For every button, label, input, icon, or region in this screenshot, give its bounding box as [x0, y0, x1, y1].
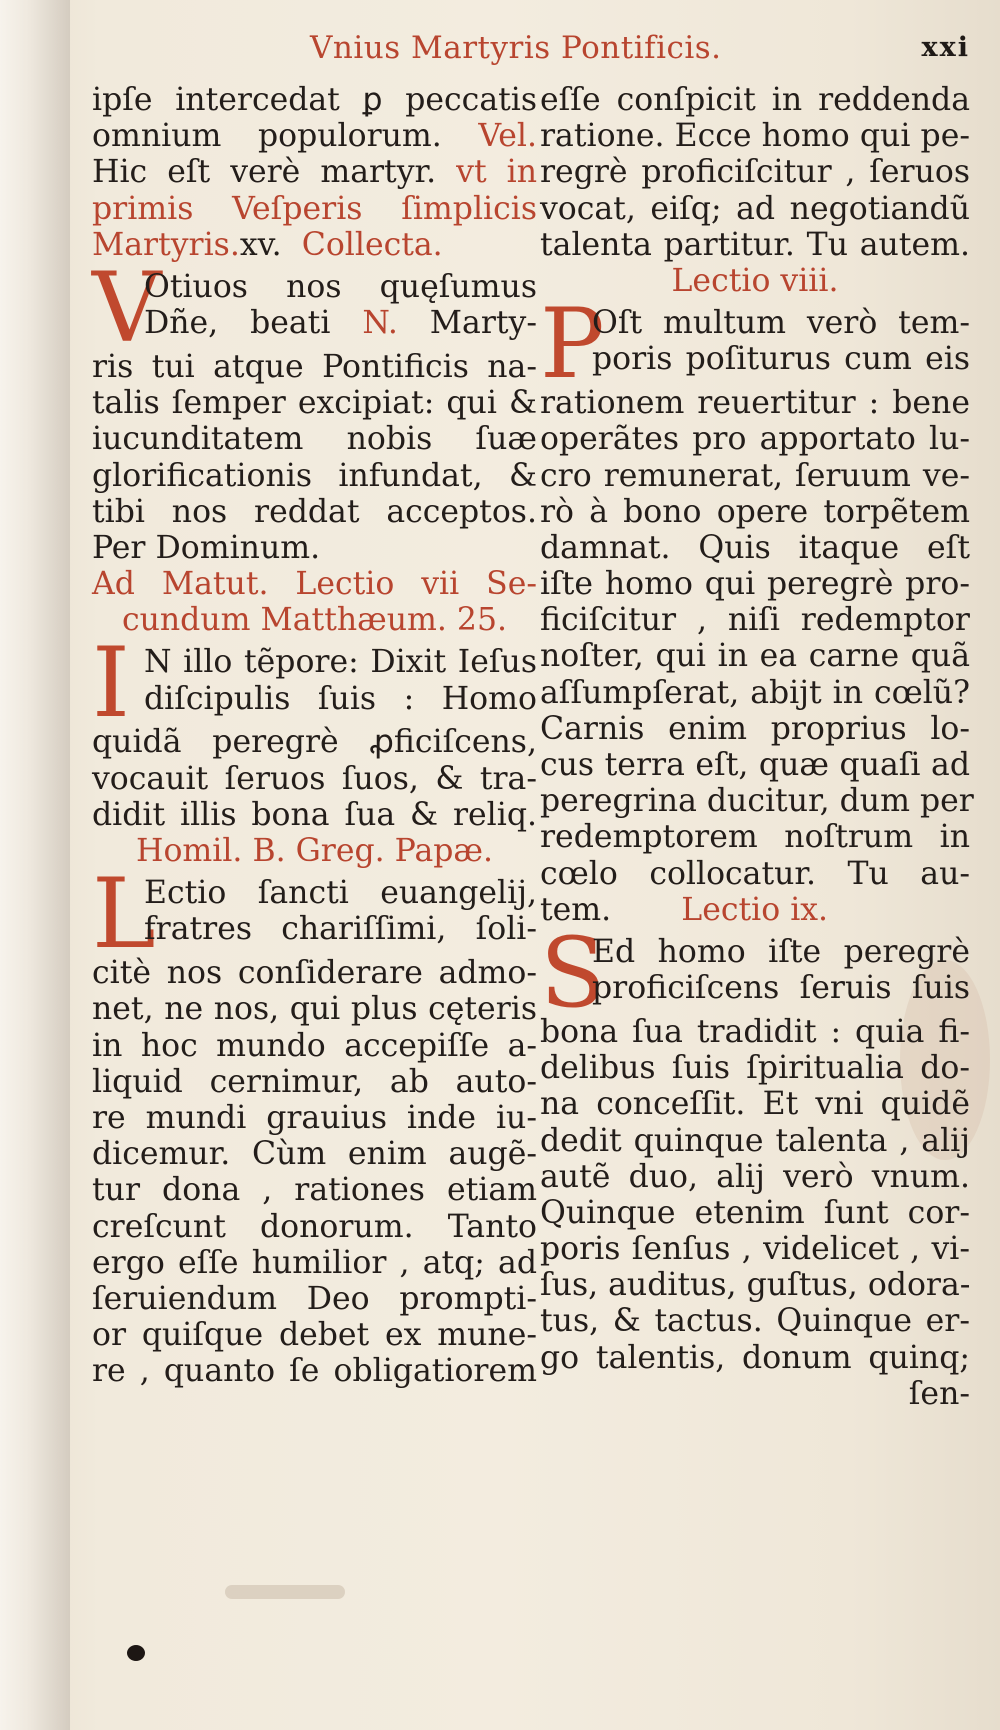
collect-paragraph: [92, 251, 537, 364]
text-line: ipſe intercedat ꝑ peccatis: [92, 82, 537, 118]
text-fragment: Hic eſt verè martyr.: [92, 154, 437, 191]
text-line: [92, 154, 537, 190]
text-line: operãtes pro apportato lu-: [540, 421, 970, 458]
ink-blot: [127, 1645, 145, 1661]
text-line: cœlo collocatur. Tu au-: [540, 855, 970, 892]
text-line: poris ſenſus , videlicet , vi-: [540, 1231, 970, 1268]
paragraph-indented-lines: [144, 644, 537, 716]
rubric-line: cundum Matthæum. 25.: [121, 602, 508, 639]
drop-cap: L: [92, 858, 156, 971]
paragraph-indented-lines: [592, 934, 970, 1006]
text-fragment: Dñe, beati: [144, 305, 331, 342]
text-line: ſeruiendum Deo prompti-: [92, 1280, 537, 1317]
page-header: [0, 30, 1000, 76]
text-line: creſcunt donorum. Tanto: [92, 1208, 537, 1245]
text-line: in hoc mundo accepiſſe a-: [92, 1027, 537, 1064]
rubric-line: Lectio viii.: [671, 262, 839, 299]
text-line: N illo tẽpore: Dixit Ieſus: [144, 644, 537, 681]
rubric-fragment: Martyris.: [92, 226, 240, 263]
text-fragment: tem.: [540, 891, 612, 928]
text-fragment: Marty-: [429, 305, 537, 342]
lectio-ix-paragraph: [540, 916, 970, 1029]
catchword: ſen-: [908, 1375, 970, 1412]
text-line: tur dona , rationes etiam: [92, 1172, 537, 1209]
text-line: aſſumpſerat, abijt in cœlũ?: [540, 674, 970, 711]
rubric-vel: Vel.: [478, 118, 538, 155]
text-line: autẽ duo, alij verò vnum.: [540, 1158, 970, 1195]
text-line: fratres chariſſimi, ſoli-: [144, 911, 537, 948]
text-line: Ectio ſancti euangelij,: [144, 875, 537, 912]
text-line: Otiuos nos quęſumus: [144, 268, 537, 305]
paragraph-indented-lines: [144, 875, 537, 947]
drop-cap: I: [92, 627, 130, 740]
text-line: ergo eſſe humilior , atq; ad: [92, 1244, 537, 1281]
rubric-vt-in: vt in: [456, 154, 537, 191]
text-line: delibus ſuis ſpiritualia do-: [540, 1050, 970, 1087]
rubric-n: N.: [362, 305, 398, 342]
text-line: citè nos conſiderare admo-: [92, 955, 537, 992]
text-line: noſter, qui in ea carne quã: [540, 638, 970, 675]
lectio-viii-paragraph: [540, 288, 970, 401]
text-line: talenta partitur. Tu autem.: [540, 226, 970, 263]
text-line: proficiſcens ſeruis ſuis: [592, 970, 970, 1007]
text-line: Per Dominum.: [92, 529, 321, 566]
text-line: iſte homo qui peregrè pro-: [540, 566, 970, 603]
lectio-ix-heading: Lectio ix.: [681, 891, 829, 928]
gospel-paragraph: [92, 627, 537, 740]
rubric-line: Homil. B. Greg. Papæ.: [135, 833, 494, 869]
text-line: cro remunerat, ſeruum ve-: [540, 457, 970, 494]
text-line: iucunditatem nobis ſuæ: [92, 421, 537, 458]
text-line: go talentis, donum quinq;: [540, 1339, 970, 1376]
text-line: liquid cernimur, ab auto-: [92, 1063, 537, 1100]
text-line: [92, 118, 537, 154]
text-line: redemptorem noſtrum in: [540, 819, 970, 856]
text-line: tus, & tactus. Quinque er-: [540, 1303, 970, 1340]
paragraph-indented-lines: [144, 269, 537, 341]
text-line: ficiſcitur , niſi redemptor: [540, 602, 970, 639]
text-line: Quinque etenim ſunt cor-: [540, 1194, 970, 1231]
text-line: vocauit ſeruos ſuos, & tra-: [92, 760, 537, 797]
text-line: glorificationis infundat, &: [92, 457, 537, 494]
left-column: [92, 82, 537, 1389]
text-line: [144, 305, 537, 341]
text-line: dedit quinque talenta , alij: [540, 1122, 970, 1159]
text-line: re , quanto ſe obligatiorem: [92, 1353, 537, 1390]
text-line: regrè proficiſcitur , ſeruos: [540, 154, 970, 191]
rubric-line: primis Veſperis ſimplicis: [92, 190, 537, 227]
text-line: dicemur. Cùm enim augẽ-: [92, 1136, 537, 1173]
text-line: re mundi grauius inde iu-: [92, 1099, 537, 1136]
running-head: Vnius Martyris Pontificis.: [310, 30, 722, 66]
text-line: tibi nos reddat acceptos.: [92, 493, 537, 530]
text-line: didit illis bona ſua & reliq.: [92, 796, 537, 833]
text-line: talis ſemper excipiat: qui &: [92, 385, 537, 422]
folio-number: xxi: [921, 32, 970, 63]
right-column: [540, 82, 974, 1412]
drop-cap: S: [540, 916, 606, 1029]
text-line: net, ne nos, qui plus cęteris: [92, 991, 537, 1028]
text-fragment: omnium populorum.: [92, 118, 442, 155]
collecta-heading: Collecta.: [301, 226, 443, 263]
text-line: vocat, eiſq; ad negotiandũ: [540, 190, 970, 227]
text-line: rationem reuertitur : bene: [540, 385, 970, 422]
text-line: Ed homo iſte peregrè: [592, 933, 970, 970]
page-gutter: [0, 0, 70, 1730]
text-line: ris tui atque Pontificis na-: [92, 348, 537, 385]
text-line: bona ſua tradidit : quia fi-: [540, 1013, 970, 1050]
text-line: peregrina ducitur, dum per: [540, 783, 974, 820]
text-line: ſus, auditus, guſtus, odora-: [540, 1267, 971, 1304]
text-line: Carnis enim proprius lo-: [540, 710, 970, 747]
text-line: na conceſſit. Et vni quidẽ: [540, 1086, 970, 1123]
text-line: cus terra eſt, quæ quaſi ad: [540, 747, 970, 783]
homily-paragraph: [92, 858, 537, 971]
text-line: diſcipulis ſuis : Homo: [144, 680, 537, 717]
text-line: quidã peregrè ꝓficiſcens,: [92, 724, 537, 761]
text-line: damnat. Quis itaque eſt: [540, 529, 970, 566]
paragraph-indented-lines: [592, 305, 970, 377]
text-line: rò à bono opere torpẽtem: [540, 493, 970, 530]
rubric-line: Ad Matut. Lectio vii Se-: [92, 566, 537, 603]
text-line: ratione. Ecce homo qui pe-: [540, 118, 970, 155]
faint-ink-mark: [225, 1585, 345, 1599]
text-line: or quiſque debet ex mune-: [92, 1317, 537, 1354]
text-line: Oſt multum verò tem-: [592, 305, 970, 342]
drop-cap: P: [540, 288, 605, 401]
text-line: eſſe conſpicit in reddenda: [540, 82, 970, 118]
text-line: poris poſiturus cum eis: [592, 341, 970, 378]
rubric-number: xv.: [239, 226, 282, 263]
drop-cap: V: [92, 251, 162, 364]
